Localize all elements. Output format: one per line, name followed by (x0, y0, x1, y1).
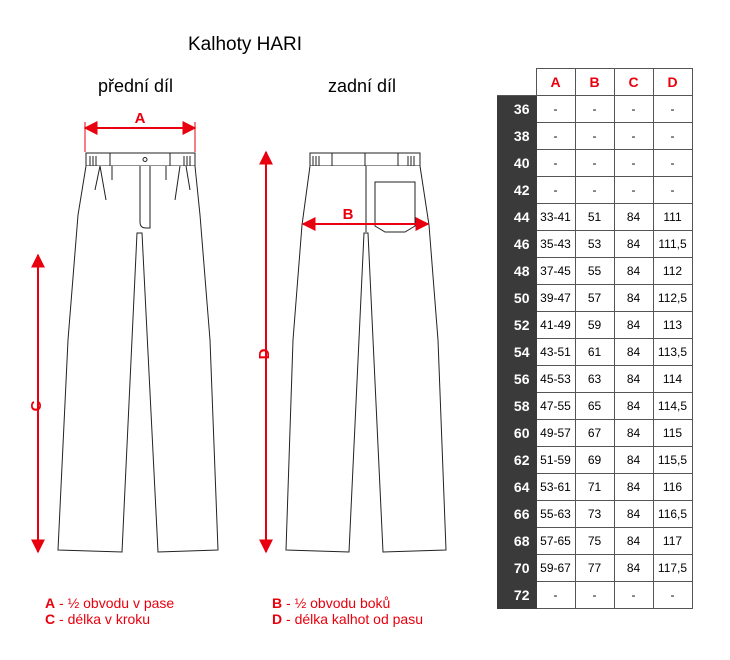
value-cell-c: - (614, 582, 653, 609)
table-row (498, 123, 693, 150)
value-cell-a: - (536, 96, 575, 123)
value-cell-d: 117,5 (653, 555, 692, 582)
size-cell: 48 (498, 258, 537, 285)
column-header-a: A (536, 69, 575, 96)
value-cell-b: 61 (575, 339, 614, 366)
size-cell: 68 (498, 528, 537, 555)
value-cell-c: 84 (614, 501, 653, 528)
value-cell-c: 84 (614, 258, 653, 285)
value-cell-a: 57-65 (536, 528, 575, 555)
value-cell-b: 59 (575, 312, 614, 339)
size-cell: 54 (498, 339, 537, 366)
value-cell-d: 114,5 (653, 393, 692, 420)
value-cell-a: 35-43 (536, 231, 575, 258)
value-cell-b: 69 (575, 447, 614, 474)
size-cell: 38 (498, 123, 537, 150)
dimension-a-letter: A (134, 110, 146, 127)
size-table (497, 68, 693, 609)
value-cell-b: 73 (575, 501, 614, 528)
value-cell-b: 67 (575, 420, 614, 447)
size-cell: 40 (498, 150, 537, 177)
size-cell: 62 (498, 447, 537, 474)
value-cell-c: 84 (614, 204, 653, 231)
table-row (498, 204, 693, 231)
size-cell: 52 (498, 312, 537, 339)
value-cell-d: 112,5 (653, 285, 692, 312)
value-cell-a: 39-47 (536, 285, 575, 312)
table-row (498, 258, 693, 285)
legend-item-c: C - délka v kroku (45, 611, 151, 627)
value-cell-c: 84 (614, 393, 653, 420)
size-cell: 70 (498, 555, 537, 582)
value-cell-d: - (653, 96, 692, 123)
value-cell-c: 84 (614, 339, 653, 366)
value-cell-a: 45-53 (536, 366, 575, 393)
value-cell-c: 84 (614, 420, 653, 447)
back-view-label: zadní díl (328, 76, 397, 96)
size-cell: 64 (498, 474, 537, 501)
value-cell-d: - (653, 123, 692, 150)
value-cell-a: 41-49 (536, 312, 575, 339)
value-cell-d: 111,5 (653, 231, 692, 258)
value-cell-c: - (614, 123, 653, 150)
value-cell-b: 51 (575, 204, 614, 231)
page-title: Kalhoty HARI (188, 34, 303, 55)
value-cell-c: - (614, 150, 653, 177)
value-cell-d: 113 (653, 312, 692, 339)
size-cell: 56 (498, 366, 537, 393)
back-trousers-outline (286, 153, 446, 552)
table-row (498, 285, 693, 312)
table-row (498, 501, 693, 528)
value-cell-b: 65 (575, 393, 614, 420)
value-cell-d: 117 (653, 528, 692, 555)
value-cell-b: - (575, 96, 614, 123)
legend-left (45, 595, 174, 627)
table-row (498, 474, 693, 501)
size-cell: 66 (498, 501, 537, 528)
value-cell-c: 84 (614, 474, 653, 501)
table-row (498, 231, 693, 258)
value-cell-a: 55-63 (536, 501, 575, 528)
value-cell-a: 47-55 (536, 393, 575, 420)
legend-item-d: D - délka kalhot od pasu (272, 611, 423, 627)
legend-item-a: A - ½ obvodu v pase (45, 595, 175, 611)
value-cell-c: - (614, 177, 653, 204)
value-cell-b: 55 (575, 258, 614, 285)
value-cell-b: 53 (575, 231, 614, 258)
value-cell-b: 63 (575, 366, 614, 393)
table-row (498, 150, 693, 177)
table-row (498, 339, 693, 366)
value-cell-d: 115 (653, 420, 692, 447)
size-cell: 50 (498, 285, 537, 312)
value-cell-a: 43-51 (536, 339, 575, 366)
legend-right (272, 595, 423, 627)
value-cell-a: - (536, 150, 575, 177)
table-row (498, 582, 693, 609)
table-row (498, 393, 693, 420)
value-cell-a: 53-61 (536, 474, 575, 501)
value-cell-c: - (614, 96, 653, 123)
column-header-b: B (575, 69, 614, 96)
value-cell-b: - (575, 150, 614, 177)
dimension-c-letter: C (28, 400, 45, 412)
legend-item-b: B - ½ obvodu boků (272, 595, 391, 611)
table-row (498, 528, 693, 555)
front-trousers-outline (58, 153, 218, 552)
size-cell: 42 (498, 177, 537, 204)
table-row (498, 420, 693, 447)
value-cell-c: 84 (614, 447, 653, 474)
size-cell: 46 (498, 231, 537, 258)
table-row (498, 555, 693, 582)
value-cell-a: - (536, 582, 575, 609)
value-cell-c: 84 (614, 528, 653, 555)
value-cell-d: 114 (653, 366, 692, 393)
value-cell-c: 84 (614, 555, 653, 582)
size-cell: 58 (498, 393, 537, 420)
value-cell-b: - (575, 123, 614, 150)
size-cell: 44 (498, 204, 537, 231)
value-cell-c: 84 (614, 366, 653, 393)
value-cell-d: 116,5 (653, 501, 692, 528)
column-header-c: C (614, 69, 653, 96)
size-table-header (498, 69, 693, 96)
value-cell-b: 75 (575, 528, 614, 555)
table-row (498, 96, 693, 123)
value-cell-b: 77 (575, 555, 614, 582)
dimension-d-letter: D (256, 348, 273, 360)
value-cell-a: 49-57 (536, 420, 575, 447)
table-row (498, 312, 693, 339)
size-cell: 36 (498, 96, 537, 123)
value-cell-d: 113,5 (653, 339, 692, 366)
column-header-d: D (653, 69, 692, 96)
value-cell-c: 84 (614, 285, 653, 312)
value-cell-c: 84 (614, 231, 653, 258)
value-cell-d: - (653, 150, 692, 177)
dimension-b-letter: B (342, 206, 354, 223)
value-cell-a: 33-41 (536, 204, 575, 231)
value-cell-b: 57 (575, 285, 614, 312)
size-cell: 60 (498, 420, 537, 447)
table-corner (498, 69, 537, 96)
value-cell-c: 84 (614, 312, 653, 339)
table-row (498, 177, 693, 204)
front-view-label: přední díl (98, 76, 174, 96)
value-cell-d: 112 (653, 258, 692, 285)
value-cell-d: 116 (653, 474, 692, 501)
value-cell-a: 59-67 (536, 555, 575, 582)
value-cell-d: - (653, 177, 692, 204)
value-cell-b: - (575, 582, 614, 609)
value-cell-a: 51-59 (536, 447, 575, 474)
value-cell-b: - (575, 177, 614, 204)
value-cell-b: 71 (575, 474, 614, 501)
table-row (498, 366, 693, 393)
value-cell-d: 115,5 (653, 447, 692, 474)
value-cell-d: - (653, 582, 692, 609)
value-cell-d: 111 (653, 204, 692, 231)
size-cell: 72 (498, 582, 537, 609)
value-cell-a: - (536, 177, 575, 204)
value-cell-a: - (536, 123, 575, 150)
value-cell-a: 37-45 (536, 258, 575, 285)
table-row (498, 447, 693, 474)
